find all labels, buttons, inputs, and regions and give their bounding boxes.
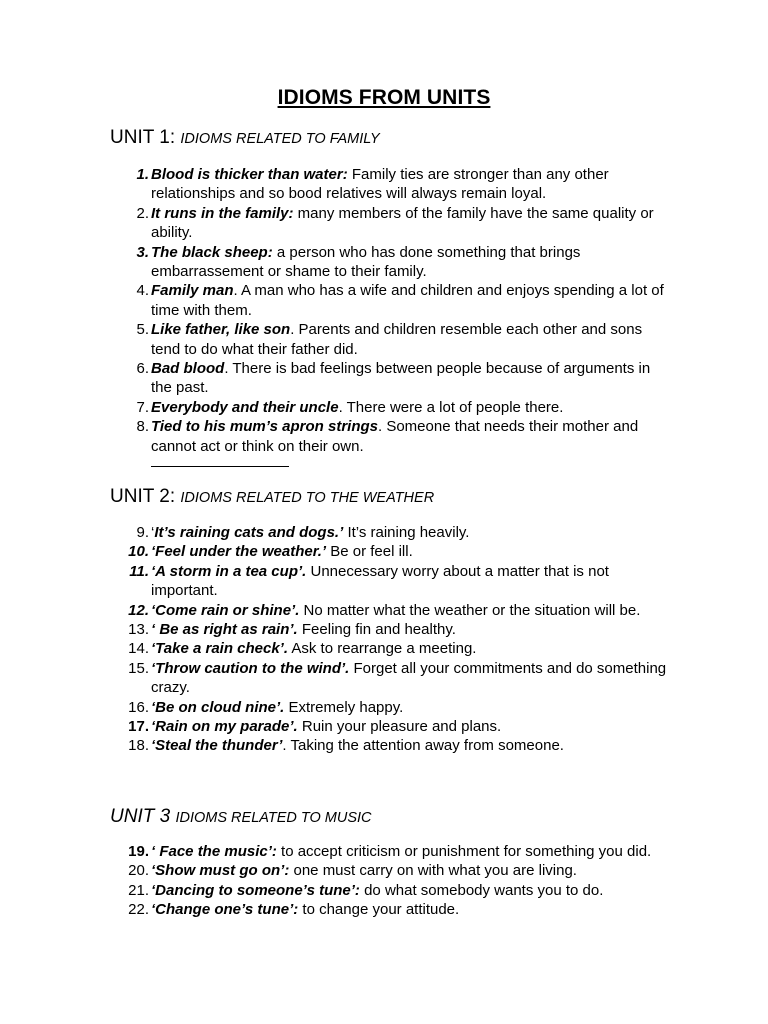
list-item xyxy=(120,359,670,398)
idiom-term: ‘ Face the music’: xyxy=(151,843,277,860)
unit-2-subtitle: IDIOMS RELATED TO THE WEATHER xyxy=(180,490,435,506)
page-title: IDIOMS FROM UNITS xyxy=(277,86,491,109)
item-number: 22. xyxy=(128,901,149,919)
idiom-meaning: Family ties are stronger than any other relationships and so bood relatives will always remain loyal. xyxy=(151,166,609,203)
list-item xyxy=(120,523,670,542)
item-number: 7. xyxy=(136,398,149,416)
idiom-meaning: Extremely happy. xyxy=(284,698,404,716)
idiom-meaning: Feeling fin and healthy. xyxy=(297,621,456,639)
unit-3-label: UNIT 3 xyxy=(110,806,171,827)
idiom-meaning: . There is bad feelings between people because of arguments in the past. xyxy=(151,360,651,397)
idiom-meaning: Forget all your commitments and do something crazy. xyxy=(151,659,667,697)
item-number: 8. xyxy=(136,418,149,436)
unit-3-subtitle: IDIOMS RELATED TO MUSIC xyxy=(175,810,372,826)
idiom-term: ‘Throw caution to the wind’. xyxy=(151,659,350,677)
list-item xyxy=(120,900,670,919)
idiom-meaning: . There were a lot of people there. xyxy=(338,398,564,416)
item-number: 13. xyxy=(128,621,149,639)
idiom-term: Tied to his mum’s apron strings xyxy=(151,418,378,436)
item-number: 1. xyxy=(136,166,149,183)
idiom-meaning: Ask to rearrange a meeting. xyxy=(288,640,477,658)
item-number: 20. xyxy=(128,862,149,880)
item-number: 3. xyxy=(136,243,149,261)
idiom-term: Bad blood xyxy=(151,360,225,378)
list-item xyxy=(120,243,670,282)
idiom-term: ‘Come rain or shine’. xyxy=(151,601,300,619)
idiom-meaning: a person who has done something that brings embarrassement or shame to their family. xyxy=(151,243,581,281)
item-number: 14. xyxy=(128,640,149,658)
idiom-quote-mark: ‘ xyxy=(151,524,155,541)
idiom-term: It’s raining cats and dogs.’ xyxy=(154,524,344,541)
idiom-term: Blood is thicker than water: xyxy=(151,166,348,183)
item-number: 6. xyxy=(136,360,149,378)
idiom-term: ‘Change one’s tune’: xyxy=(151,901,299,919)
item-number: 5. xyxy=(136,321,149,339)
idiom-meaning: do what somebody wants you to do. xyxy=(359,881,604,899)
idiom-meaning: . Taking the attention away from someone. xyxy=(282,737,564,755)
list-item xyxy=(120,417,670,456)
idiom-term: ‘A storm in a tea cup’. xyxy=(151,562,307,580)
idiom-meaning: many members of the family have the same quality or ability. xyxy=(151,204,654,242)
idiom-term: The black sheep: xyxy=(151,243,273,261)
item-number: 12. xyxy=(128,601,149,619)
idiom-term: ‘Dancing to someone’s tune’: xyxy=(151,881,360,899)
separator-line xyxy=(151,466,289,467)
idiom-meaning: to change your attitude. xyxy=(298,901,460,919)
unit-1-list xyxy=(120,165,670,456)
item-number: 17. xyxy=(128,718,149,736)
idiom-term: ‘Show must go on’: xyxy=(151,862,290,880)
idiom-term: Everybody and their uncle xyxy=(151,398,339,416)
idiom-meaning: Be or feel ill. xyxy=(326,543,413,561)
idiom-meaning: Unnecessary worry about a matter that is not important. xyxy=(151,562,609,600)
idiom-meaning: It’s raining heavily. xyxy=(343,524,470,541)
item-number: 2. xyxy=(136,204,149,222)
unit-3-heading xyxy=(110,806,372,829)
item-number: 19. xyxy=(128,843,149,860)
idiom-term: ‘ Be as right as rain’. xyxy=(151,621,298,639)
idiom-meaning: . A man who has a wife and children and enjoys spending a lot of time with them. xyxy=(151,282,664,319)
idiom-term: ‘Rain on my parade’. xyxy=(151,718,298,736)
idiom-term: Family man xyxy=(151,282,234,300)
item-number: 16. xyxy=(128,698,149,716)
idiom-term: Like father, like son xyxy=(151,321,291,339)
unit-2-heading xyxy=(110,486,434,509)
idiom-meaning: . Someone that needs their mother and cannot act or think on their own. xyxy=(151,418,639,455)
list-item xyxy=(120,562,670,601)
item-number: 10. xyxy=(128,543,149,561)
list-item xyxy=(120,861,670,880)
idiom-meaning: one must carry on with what you are living. xyxy=(289,862,577,880)
idiom-term: ‘Steal the thunder’ xyxy=(151,737,283,755)
list-item xyxy=(120,736,670,755)
list-item xyxy=(120,659,670,698)
list-item xyxy=(120,881,670,900)
list-item xyxy=(120,698,670,717)
list-item xyxy=(120,165,670,204)
idiom-meaning: Ruin your pleasure and plans. xyxy=(297,718,502,736)
idiom-term: ‘Take a rain check’. xyxy=(151,640,289,658)
unit-2-label: UNIT 2: xyxy=(110,486,176,507)
idiom-term: ‘Be on cloud nine’. xyxy=(151,698,285,716)
idiom-term: It runs in the family: xyxy=(151,204,294,222)
item-number: 4. xyxy=(136,282,149,300)
list-item xyxy=(120,398,670,417)
idiom-term: ‘Feel under the weather.’ xyxy=(151,543,327,561)
unit-1-subtitle: IDIOMS RELATED TO FAMILY xyxy=(180,131,380,147)
unit-2-list xyxy=(120,523,670,756)
item-number: 18. xyxy=(128,737,149,755)
unit-1-label: UNIT 1: xyxy=(110,127,176,148)
item-number: 15. xyxy=(128,659,149,677)
list-item xyxy=(120,639,670,658)
list-item xyxy=(120,204,670,243)
idiom-meaning: . Parents and children resemble each other and sons tend to do what their father did. xyxy=(151,321,643,358)
item-number: 11. xyxy=(129,562,149,580)
unit-3-list xyxy=(120,842,670,920)
list-item xyxy=(120,601,670,620)
idiom-meaning: to accept criticism or punishment for something you did. xyxy=(276,843,652,860)
list-item xyxy=(120,842,670,861)
list-item xyxy=(120,542,670,561)
unit-1-heading xyxy=(110,127,380,150)
list-item xyxy=(120,620,670,639)
list-item xyxy=(120,281,670,320)
list-item xyxy=(120,320,670,359)
item-number: 21. xyxy=(128,881,149,899)
item-number: 9. xyxy=(136,524,149,541)
idiom-meaning: No matter what the weather or the situation will be. xyxy=(299,601,641,619)
list-item xyxy=(120,717,670,736)
